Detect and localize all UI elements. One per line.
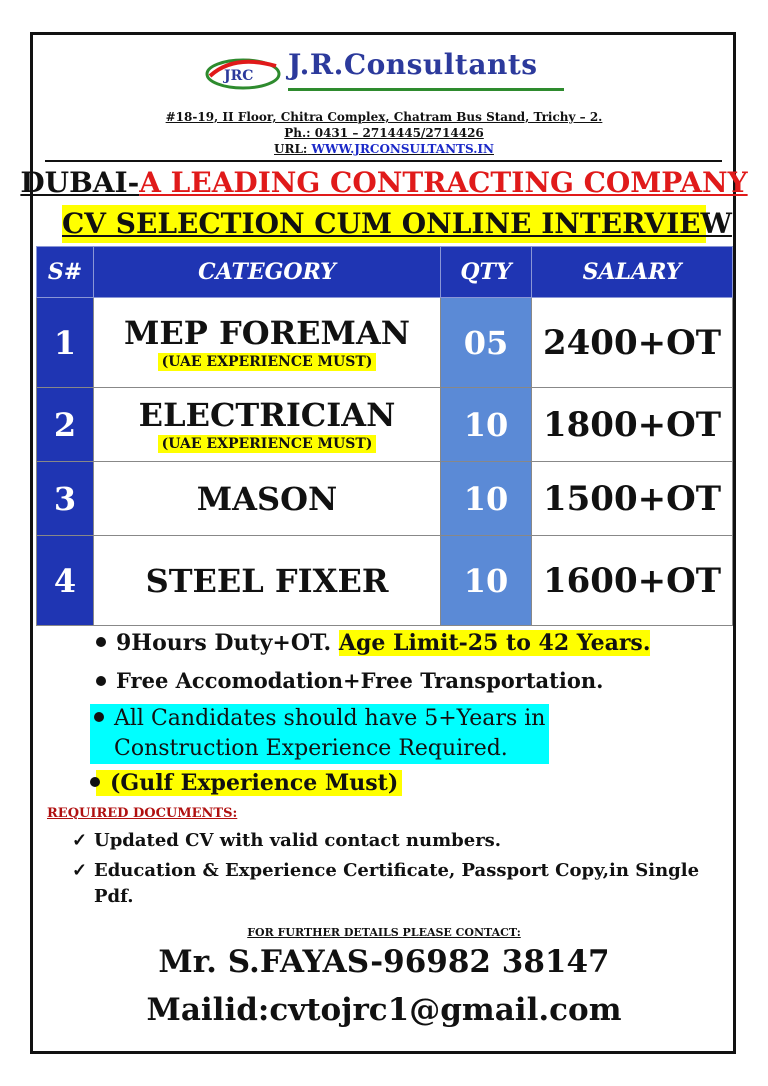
jrc-logo-mark <box>204 52 282 92</box>
table-row <box>37 298 733 388</box>
table-row <box>37 388 733 462</box>
header-qty: QTY <box>441 247 532 298</box>
jobs-table <box>36 246 733 626</box>
bullet-dot-icon <box>96 676 106 686</box>
duty-text: 9Hours Duty+OT. <box>116 630 332 656</box>
row-salary: 1800+OT <box>532 388 733 462</box>
experience-line-2: Construction Experience Required. <box>114 736 508 761</box>
header-sn: S# <box>37 247 94 298</box>
bullet-dot-icon <box>96 637 106 647</box>
document-item: Updated CV with valid contact numbers. <box>94 830 502 851</box>
main-heading <box>0 166 768 199</box>
experience-line-1: All Candidates should have 5+Years in <box>114 706 546 731</box>
bullet-dot-icon <box>90 777 100 787</box>
row-salary: 2400+OT <box>532 298 733 388</box>
row-sn: 3 <box>37 462 94 536</box>
bullet-dot-icon <box>94 712 104 722</box>
heading-location: DUBAI- <box>20 166 140 199</box>
company-url-line <box>0 142 768 156</box>
checkmark-icon: ✓ <box>72 830 88 851</box>
category-note: (UAE EXPERIENCE MUST) <box>158 353 377 371</box>
contact-email[interactable]: Mailid:cvtojrc1@gmail.com <box>146 992 622 1028</box>
contact-heading: FOR FURTHER DETAILS PLEASE CONTACT: <box>247 926 521 939</box>
logo-mark-text: JRC <box>224 68 254 84</box>
bullet-duty <box>96 630 650 656</box>
row-sn: 1 <box>37 298 94 388</box>
row-sn: 2 <box>37 388 94 462</box>
checkmark-icon: ✓ <box>72 860 88 881</box>
logo-underline <box>288 88 564 91</box>
age-limit-text: Age Limit-25 to 42 Years. <box>338 630 651 656</box>
documents-title: REQUIRED DOCUMENTS: <box>47 806 238 821</box>
list-item <box>72 858 712 910</box>
row-category <box>94 298 441 388</box>
row-category <box>94 462 441 536</box>
row-qty: 05 <box>441 298 532 388</box>
header-category: CATEGORY <box>94 247 441 298</box>
row-salary: 1600+OT <box>532 536 733 626</box>
category-note: (UAE EXPERIENCE MUST) <box>158 435 377 453</box>
documents-list <box>72 828 712 910</box>
table-header-row <box>37 247 733 298</box>
row-qty: 10 <box>441 388 532 462</box>
document-item: Education & Experience Certificate, Passport Copy,in Single Pdf. <box>94 860 700 907</box>
heading-company-type: A LEADING CONTRACTING COMPANY <box>139 166 748 199</box>
header-divider <box>45 160 722 162</box>
row-qty: 10 <box>441 462 532 536</box>
row-salary: 1500+OT <box>532 462 733 536</box>
category-name: ELECTRICIAN <box>138 395 396 434</box>
category-name: MASON <box>196 479 338 518</box>
contact-person: Mr. S.FAYAS-96982 38147 <box>158 944 610 980</box>
header-salary: SALARY <box>532 247 733 298</box>
bullet-experience <box>90 704 549 764</box>
bullet-gulf <box>96 770 402 796</box>
category-name: MEP FOREMAN <box>123 313 411 352</box>
bullet-accommodation <box>96 668 603 693</box>
company-name: J.R.Consultants <box>288 48 538 81</box>
table-row <box>37 536 733 626</box>
company-phone: Ph.: 0431 – 2714445/2714426 <box>284 126 484 140</box>
gulf-text: (Gulf Experience Must) <box>110 770 399 796</box>
row-category <box>94 536 441 626</box>
table-row <box>37 462 733 536</box>
company-url-link[interactable]: WWW.JRCONSULTANTS.IN <box>311 142 494 156</box>
heading-subtitle: CV SELECTION CUM ONLINE INTERVIEW <box>62 205 706 243</box>
company-address: #18-19, II Floor, Chitra Complex, Chatram Bus Stand, Trichy – 2. <box>165 110 603 124</box>
row-category <box>94 388 441 462</box>
category-name: STEEL FIXER <box>145 561 389 600</box>
accommodation-text: Free Accomodation+Free Transportation. <box>116 668 604 693</box>
row-qty: 10 <box>441 536 532 626</box>
list-item <box>72 828 712 854</box>
gulf-highlight <box>96 770 402 796</box>
company-logo <box>204 46 564 100</box>
url-label: URL: <box>274 142 308 156</box>
row-sn: 4 <box>37 536 94 626</box>
